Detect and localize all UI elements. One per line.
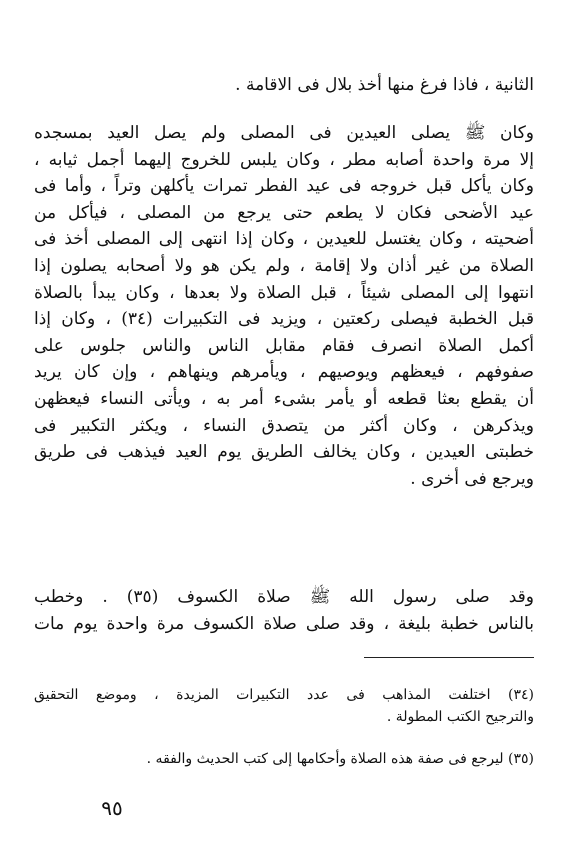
paragraph-eclipse-prayer xyxy=(34,584,534,637)
text-line: وقد صلى رسول الله ﷺ صلاة الكسوف (٣٥) . وخطب xyxy=(34,587,534,607)
text-line: صفوفهم ، فيعظهم ويوصيهم ، ويأمرهم وينهاهم ، وإن كان يريد xyxy=(34,362,534,383)
text-line: إلا مرة واحدة أصابه مطر ، وكان يلبس للخروج إليهما أجمل ثيابه ، xyxy=(34,149,534,170)
text-line: ويذكرهن ، وكان أكثر من يتصدق النساء ، ويكثر التكبير فى xyxy=(34,415,534,436)
text-line: عيد الأضحى فكان لا يطعم حتى يرجع من المصلى ، فيأكل من xyxy=(34,202,534,223)
text-line: أضحيته ، وكان يغتسل للعيدين ، وكان إذا انتهى إلى المصلى أخذ فى xyxy=(34,229,534,250)
paragraph-eid-prayer xyxy=(34,120,534,492)
footnote-divider xyxy=(364,657,534,658)
text-line: وكان ﷺ يصلى العيدين فى المصلى ولم يصل العيد بمسجده xyxy=(34,123,534,143)
text-line: أكمل الصلاة انصرف فقام مقابل الناس والناس جلوس على xyxy=(34,335,534,356)
page-number: ٩٥ xyxy=(101,796,123,820)
paragraph-intro xyxy=(34,72,534,99)
text-line: الثانية ، فاذا فرغ منها أخذ بلال فى الاقامة . xyxy=(235,75,534,95)
footnote-line: والترجيح الكتب المطولة . xyxy=(386,709,534,725)
text-line: أن يقطع بعثا قطعه أو يأمر بشىء أمر به ، ويأتى النساء فيعظهن xyxy=(34,388,534,409)
text-line: وكان يأكل قبل خروجه فى عيد الفطر تمرات يأكلهن وتراً ، وأما فى xyxy=(34,176,534,197)
footnote-line: (٣٥) ليرجع فى صفة هذه الصلاة وأحكامها إلى كتب الحديث والفقه . xyxy=(146,751,534,767)
text-line: الصلاة من غير أذان ولا إقامة ، ولم يكن هو ولا أصحابه يصلون إذا xyxy=(34,255,534,276)
footnote-35 xyxy=(34,748,534,770)
text-line: بالناس خطبة بليغة ، وقد صلى صلاة الكسوف مرة واحدة يوم مات xyxy=(34,613,534,634)
footnote-line: (٣٤) اختلفت المذاهب فى عدد التكبيرات المزيدة ، وموضع التحقيق xyxy=(34,687,534,703)
text-line: قبل الخطبة فيصلى ركعتين ، ويزيد فى التكبيرات (٣٤) ، وكان إذا xyxy=(34,309,534,330)
text-line: انتهوا إلى المصلى شيئاً ، قبل الصلاة ولا بعدها ، وكان يبدأ بالصلاة xyxy=(34,282,534,303)
text-line: خطبتى العيدين ، وكان يخالف الطريق يوم العيد فيذهب فى طريق xyxy=(34,442,534,463)
text-line: ويرجع فى أخرى . xyxy=(410,468,534,489)
footnote-34 xyxy=(34,684,534,728)
